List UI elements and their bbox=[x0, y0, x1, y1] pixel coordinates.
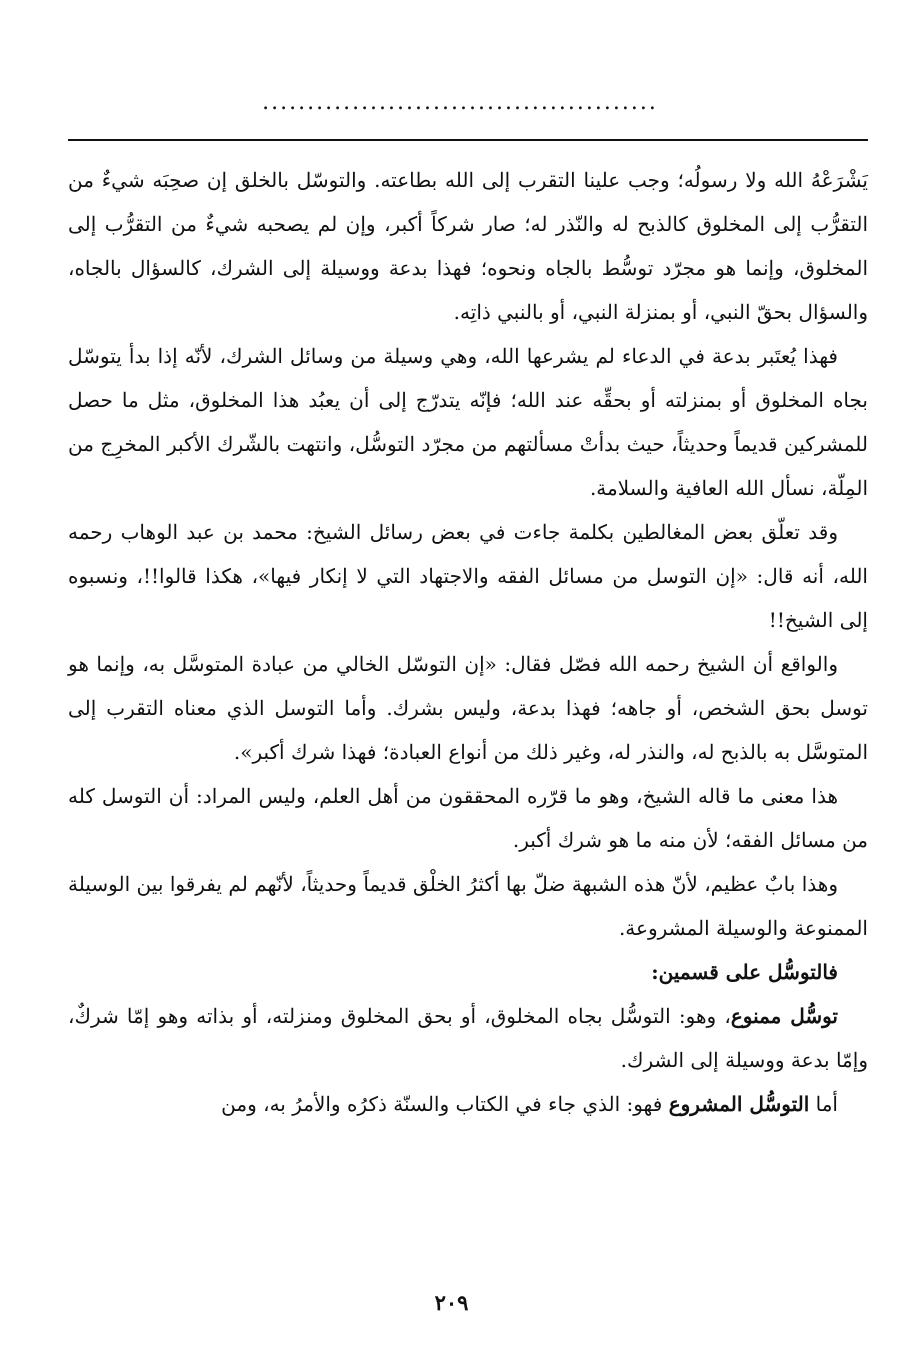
paragraph-6: وهذا بابٌ عظيم، لأنّ هذه الشبهة ضلّ بها أكثرُ الخلْق قديماً وحديثاً، لأنّهم لم يفرقوا بين الوسيلة الممنوعة والوسيلة المشروعة. bbox=[68, 872, 868, 940]
paragraph-8 bbox=[68, 1082, 868, 1126]
paragraph-5: هذا معنى ما قاله الشيخ، وهو ما قرّره المحققون من أهل العلم، وليس المراد: أن التوسل كله من مسائل الفقه؛ لأن منه ما هو شرك أكبر. bbox=[68, 784, 868, 852]
paragraph-2: فهذا يُعتَبر بدعة في الدعاء لم يشرعها الله، وهي وسيلة من وسائل الشرك، لأنّه إذا بدأ يتوسّل بجاه المخلوق أو بمنزلته أو بحقِّه عند الله؛ فإنّه يتدرّج إلى أن يعبُد هذا المخلوق، مثل ما حصل للمشركين قديماً وحديثاً، حيث بدأتْ مسألتهم من مجرّد التوسُّل، وانتهت بالشّرك الأكبر المخرِج من المِلّة، نسأل الله العافية والسلامة. bbox=[68, 344, 868, 500]
paragraph-3: وقد تعلّق بعض المغالطين بكلمة جاءت في بعض رسائل الشيخ: محمد بن عبد الوهاب رحمه الله، أنه قال: «إن التوسل من مسائل الفقه والاجتهاد التي لا إنكار فيها»، هكذا قالوا!!، ونسبوه إلى الشيخ!! bbox=[68, 520, 868, 632]
paragraph-7-term: توسُّل ممنوع bbox=[730, 1004, 838, 1028]
paragraph-7 bbox=[68, 994, 868, 1082]
page-number: ٢٠٩ bbox=[434, 1290, 469, 1315]
section-heading: فالتوسُّل على قسمين: bbox=[651, 960, 838, 984]
paragraph-1: يَشْرَعْهُ الله ولا رسولُه؛ وجب علينا التقرب إلى الله بطاعته. والتوسّل بالخلق إن صحِبَه شيءٌ من التقرُّب إلى المخلوق كالذبح له والنّذر له؛ صار شركاً أكبر، وإن لم يصحبه شيءٌ من التقرُّب إلى المخلوق، وإنما هو مجرّد توسُّط بالجاه ونحوه؛ فهذا بدعة ووسيلة إلى الشرك، كالسؤال بالجاه، والسؤال بحقّ النبي، أو بمنزلة النبي، أو بالنبي ذاتِه. bbox=[68, 168, 868, 324]
paragraph-8-lead: أما bbox=[809, 1092, 838, 1116]
paragraph-7-text: ، وهو: التوسُّل بجاه المخلوق، أو بحق المخلوق ومنزلته، أو بذاته وهو إمّا شركٌ، وإمّا بدعة ووسيلة إلى الشرك. bbox=[68, 1004, 868, 1072]
paragraph-4: والواقع أن الشيخ رحمه الله فصّل فقال: «إن التوسّل الخالي من عبادة المتوسَّل به، وإنما هو توسل بحق الشخص، أو جاهه؛ فهذا بدعة، وليس بشرك. وأما التوسل الذي معناه التقرب إلى المتوسَّل به بالذبح له، والنذر له، وغير ذلك من أنواع العبادة؛ فهذا شرك أكبر». bbox=[68, 652, 868, 764]
header-dots: ............................................ bbox=[262, 92, 658, 114]
paragraph-8-text: فهو: الذي جاء في الكتاب والسنّة ذكرُه والأمرُ به، ومن bbox=[221, 1092, 669, 1116]
paragraph-8-term: التوسُّل المشروع bbox=[668, 1092, 810, 1116]
body-text bbox=[68, 158, 868, 1126]
header-rule bbox=[68, 139, 868, 141]
